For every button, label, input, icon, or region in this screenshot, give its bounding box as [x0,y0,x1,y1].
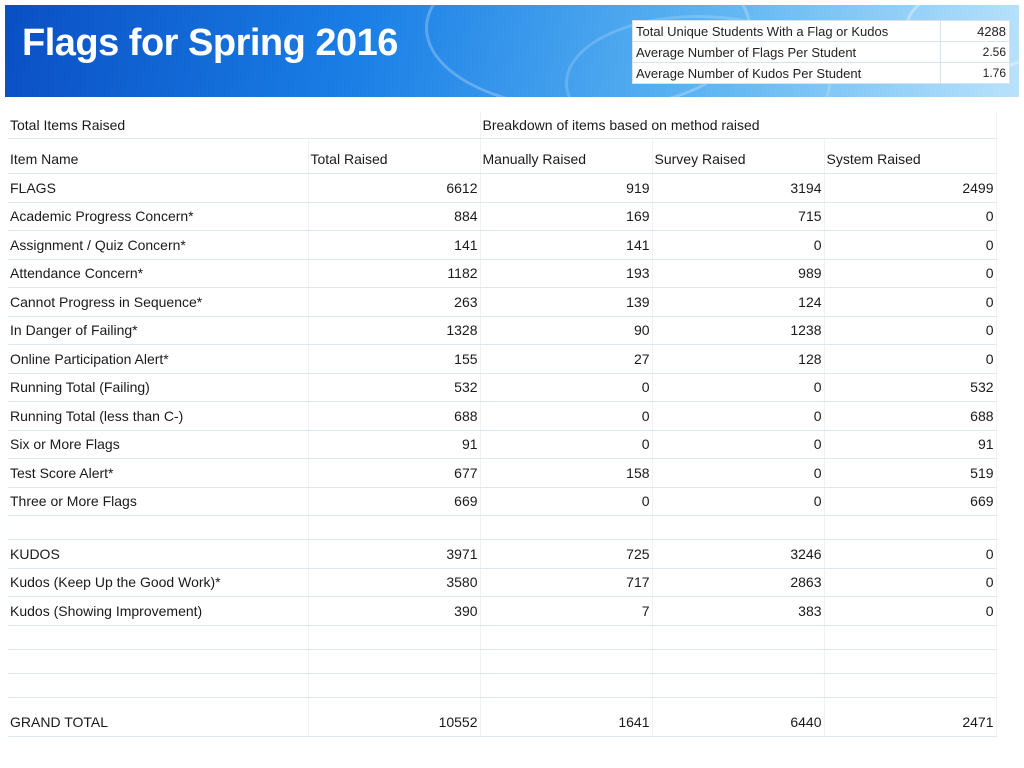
stat-label: Average Number of Flags Per Student [633,42,941,63]
system-raised-cell: 0 [824,540,996,569]
empty-cell [8,649,308,673]
manually-raised-cell: 141 [480,231,652,260]
empty-cell [652,649,824,673]
table-row [8,231,996,260]
system-raised-cell: 688 [824,402,996,431]
survey-raised-cell: 715 [652,202,824,231]
total-raised-cell: 3971 [308,540,480,569]
item-name-cell: Kudos (Keep Up the Good Work)* [8,568,308,597]
manually-raised-cell: 717 [480,568,652,597]
empty-cell [308,625,480,649]
empty-cell [8,516,308,540]
summary-stats-table [632,20,1010,84]
empty-row [8,673,996,697]
total-raised-cell: 91 [308,430,480,459]
empty-cell [480,516,652,540]
system-raised-cell: 519 [824,459,996,488]
manually-raised-cell: 169 [480,202,652,231]
total-raised-cell: 263 [308,288,480,317]
system-raised-cell: 0 [824,231,996,260]
total-raised-cell: 884 [308,202,480,231]
stat-value: 2.56 [941,42,1010,63]
table-row [8,316,996,345]
section-header-row [8,112,996,139]
survey-raised-cell: 0 [652,373,824,402]
stat-row [633,21,1010,42]
item-name-cell: Three or More Flags [8,487,308,516]
table-row [8,174,996,203]
survey-raised-cell: 0 [652,459,824,488]
empty-cell [652,516,824,540]
survey-raised-cell: 2863 [652,568,824,597]
survey-raised-cell: 6440 [652,697,824,736]
system-raised-cell: 0 [824,568,996,597]
empty-cell [824,649,996,673]
empty-cell [824,673,996,697]
stat-row [633,42,1010,63]
total-raised-cell: 155 [308,345,480,374]
system-raised-cell: 0 [824,288,996,317]
empty-row [8,625,996,649]
table-row [8,597,996,626]
item-name-cell: Online Participation Alert* [8,345,308,374]
total-raised-cell: 677 [308,459,480,488]
item-name-cell: Attendance Concern* [8,259,308,288]
total-raised-cell: 688 [308,402,480,431]
survey-raised-cell: 3246 [652,540,824,569]
total-raised-cell: 1328 [308,316,480,345]
item-name-cell: In Danger of Failing* [8,316,308,345]
table-row [8,202,996,231]
manually-raised-cell: 7 [480,597,652,626]
item-name-cell: FLAGS [8,174,308,203]
item-name-cell: Running Total (Failing) [8,373,308,402]
table-row [8,402,996,431]
stat-value: 1.76 [941,63,1010,84]
total-raised-cell: 141 [308,231,480,260]
table-row [8,430,996,459]
system-raised-cell: 0 [824,202,996,231]
total-raised-cell: 390 [308,597,480,626]
manually-raised-cell: 0 [480,487,652,516]
table-row [8,568,996,597]
system-raised-cell: 0 [824,597,996,626]
survey-raised-cell: 1238 [652,316,824,345]
item-name-cell: Assignment / Quiz Concern* [8,231,308,260]
system-raised-cell: 0 [824,316,996,345]
survey-raised-cell: 128 [652,345,824,374]
manually-raised-cell: 0 [480,373,652,402]
page-title: Flags for Spring 2016 [22,22,398,64]
column-header: Total Raised [308,139,480,174]
empty-cell [480,673,652,697]
empty-cell [652,625,824,649]
manually-raised-cell: 193 [480,259,652,288]
table-row [8,697,996,736]
manually-raised-cell: 725 [480,540,652,569]
item-name-cell: Running Total (less than C-) [8,402,308,431]
empty-cell [308,673,480,697]
empty-cell [824,625,996,649]
empty-cell [8,625,308,649]
manually-raised-cell: 90 [480,316,652,345]
stat-label: Average Number of Kudos Per Student [633,63,941,84]
empty-cell [824,516,996,540]
table-row [8,259,996,288]
total-raised-cell: 10552 [308,697,480,736]
table-row [8,345,996,374]
survey-raised-cell: 0 [652,430,824,459]
column-header-row [8,139,996,174]
item-name-cell: Cannot Progress in Sequence* [8,288,308,317]
survey-raised-cell: 0 [652,402,824,431]
item-name-cell: KUDOS [8,540,308,569]
empty-cell [480,625,652,649]
survey-raised-cell: 0 [652,487,824,516]
empty-cell [8,673,308,697]
total-raised-cell: 669 [308,487,480,516]
flags-table [8,112,997,737]
table-row [8,288,996,317]
table-row [8,540,996,569]
table-row [8,487,996,516]
item-name-cell: Kudos (Showing Improvement) [8,597,308,626]
section-header-total: Total Items Raised [8,112,480,139]
item-name-cell: Academic Progress Concern* [8,202,308,231]
table-row [8,373,996,402]
item-name-cell: Test Score Alert* [8,459,308,488]
total-raised-cell: 6612 [308,174,480,203]
manually-raised-cell: 139 [480,288,652,317]
column-header: System Raised [824,139,996,174]
survey-raised-cell: 383 [652,597,824,626]
column-header: Manually Raised [480,139,652,174]
stat-value: 4288 [941,21,1010,42]
empty-cell [480,649,652,673]
stat-row [633,63,1010,84]
system-raised-cell: 532 [824,373,996,402]
system-raised-cell: 2499 [824,174,996,203]
empty-cell [308,516,480,540]
survey-raised-cell: 989 [652,259,824,288]
empty-row [8,516,996,540]
item-name-cell: GRAND TOTAL [8,697,308,736]
total-raised-cell: 3580 [308,568,480,597]
empty-cell [652,673,824,697]
survey-raised-cell: 124 [652,288,824,317]
column-header: Item Name [8,139,308,174]
survey-raised-cell: 3194 [652,174,824,203]
manually-raised-cell: 1641 [480,697,652,736]
system-raised-cell: 669 [824,487,996,516]
manually-raised-cell: 0 [480,430,652,459]
stat-label: Total Unique Students With a Flag or Kudos [633,21,941,42]
system-raised-cell: 0 [824,259,996,288]
manually-raised-cell: 919 [480,174,652,203]
section-header-breakdown: Breakdown of items based on method raised [480,112,996,139]
system-raised-cell: 2471 [824,697,996,736]
item-name-cell: Six or More Flags [8,430,308,459]
manually-raised-cell: 158 [480,459,652,488]
table-row [8,459,996,488]
total-raised-cell: 532 [308,373,480,402]
system-raised-cell: 0 [824,345,996,374]
empty-row [8,649,996,673]
manually-raised-cell: 27 [480,345,652,374]
total-raised-cell: 1182 [308,259,480,288]
system-raised-cell: 91 [824,430,996,459]
manually-raised-cell: 0 [480,402,652,431]
survey-raised-cell: 0 [652,231,824,260]
column-header: Survey Raised [652,139,824,174]
empty-cell [308,649,480,673]
